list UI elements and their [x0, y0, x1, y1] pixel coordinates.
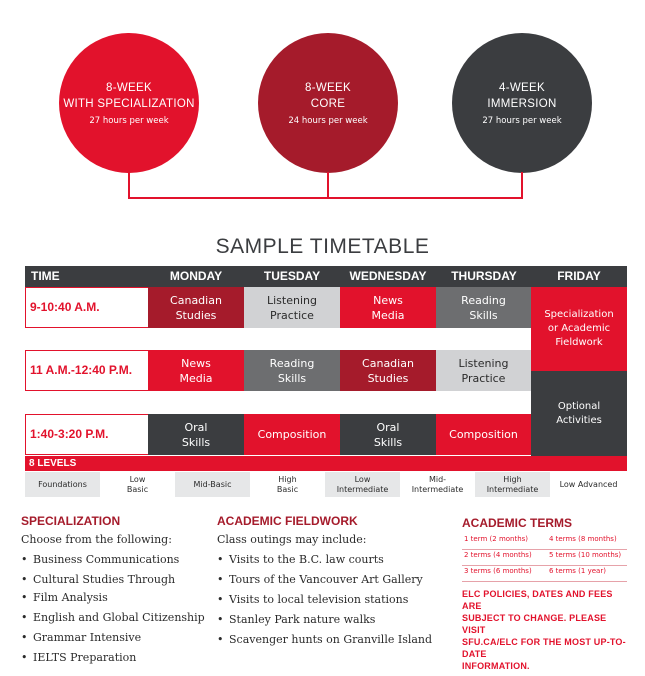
- timetable-header: [25, 266, 627, 287]
- connector-line: [128, 197, 523, 199]
- header-wednesday: WEDNESDAY: [349, 269, 427, 283]
- friday-specialization-block: Specialization or Academic Fieldwork: [531, 287, 627, 371]
- level-item: Mid- Intermediate: [411, 474, 464, 494]
- list-item-continued: • Film Analysis: [21, 589, 211, 607]
- time-label: 9-10:40 A.M.: [30, 300, 100, 314]
- list-item: • Business Communications: [21, 551, 211, 569]
- timetable-cell: Oral Skills: [148, 414, 244, 455]
- level-item: Low Basic: [126, 474, 149, 494]
- timetable-cell: Composition: [436, 414, 531, 455]
- level-item: Foundations: [25, 472, 100, 497]
- fieldwork-list: [217, 551, 447, 651]
- program-title: 8-WEEK CORE: [305, 82, 351, 110]
- list-item: • Tours of the Vancouver Art Gallery: [217, 571, 447, 589]
- program-circle-immersion: [452, 33, 592, 173]
- specialization-list: [21, 551, 211, 669]
- list-item: • Visits to local television stations: [217, 591, 447, 609]
- timetable-title: SAMPLE TIMETABLE: [215, 235, 430, 258]
- header-thursday: THURSDAY: [451, 269, 517, 283]
- timetable-cell: Reading Skills: [436, 287, 531, 328]
- program-title: 4-WEEK IMMERSION: [487, 82, 557, 110]
- terms-heading: ACADEMIC TERMS: [462, 516, 572, 530]
- list-item: • Cultural Studies Through: [21, 571, 211, 589]
- timetable-cell: Oral Skills: [340, 414, 436, 455]
- program-hours: 27 hours per week: [89, 116, 169, 126]
- list-item: • Scavenger hunts on Granville Island: [217, 631, 447, 649]
- timetable-cell: Listening Practice: [244, 287, 340, 328]
- list-item: • Visits to the B.C. law courts: [217, 551, 447, 569]
- header-monday: MONDAY: [169, 269, 223, 283]
- header-tuesday: TUESDAY: [263, 269, 321, 283]
- list-item: • IELTS Preparation: [21, 649, 211, 667]
- program-circle-core: [258, 33, 398, 173]
- time-label: 11 A.M.-12:40 P.M.: [30, 363, 133, 377]
- list-item: • Grammar Intensive: [21, 629, 211, 647]
- terms-row: 1 term (2 months) 4 terms (8 months): [462, 533, 627, 550]
- time-label: 1:40-3:20 P.M.: [30, 427, 109, 441]
- list-item: • English and Global Citizenship: [21, 609, 211, 627]
- timetable-cell: Canadian Studies: [340, 350, 436, 391]
- connector-line: [128, 172, 130, 199]
- level-item: High Intermediate: [475, 472, 550, 497]
- fieldwork-intro: Class outings may include:: [217, 533, 367, 546]
- friday-activities-block: Optional Activities: [531, 371, 627, 456]
- program-circle-specialization: [59, 33, 199, 173]
- timetable-cell: Canadian Studies: [148, 287, 244, 328]
- timetable-cell: Listening Practice: [436, 350, 531, 391]
- fieldwork-heading: ACADEMIC FIELDWORK: [217, 514, 358, 528]
- level-item: Low Intermediate: [325, 472, 400, 497]
- program-hours: 27 hours per week: [482, 116, 562, 126]
- timetable-cell: News Media: [148, 350, 244, 391]
- level-item: Mid-Basic: [175, 472, 250, 497]
- specialization-heading: SPECIALIZATION: [21, 514, 121, 528]
- levels-label: 8 LEVELS: [29, 458, 77, 469]
- header-friday: FRIDAY: [557, 269, 601, 283]
- timetable-cell: News Media: [340, 287, 436, 328]
- level-item: High Basic: [276, 474, 299, 494]
- timetable-cell: Composition: [244, 414, 340, 455]
- program-title: 8-WEEK WITH SPECIALIZATION: [63, 82, 195, 110]
- levels-bar: [25, 456, 627, 471]
- connector-line: [327, 172, 329, 199]
- specialization-intro: Choose from the following:: [21, 533, 172, 546]
- level-item: Low Advanced: [559, 479, 618, 489]
- program-hours: 24 hours per week: [288, 116, 368, 126]
- list-item: • Stanley Park nature walks: [217, 611, 447, 629]
- terms-row: 2 terms (4 months) 5 terms (10 months): [462, 549, 627, 566]
- policy-note: ELC POLICIES, DATES AND FEES ARE SUBJECT TO CHANGE. PLEASE VISIT SFU.CA/ELC FOR THE MOST UP-TO-DATE INFORMATION.: [462, 589, 626, 671]
- connector-line: [521, 172, 523, 199]
- terms-row: 3 terms (6 months) 6 terms (1 year): [462, 565, 627, 582]
- header-time: TIME: [31, 269, 60, 283]
- timetable-cell: Reading Skills: [244, 350, 340, 391]
